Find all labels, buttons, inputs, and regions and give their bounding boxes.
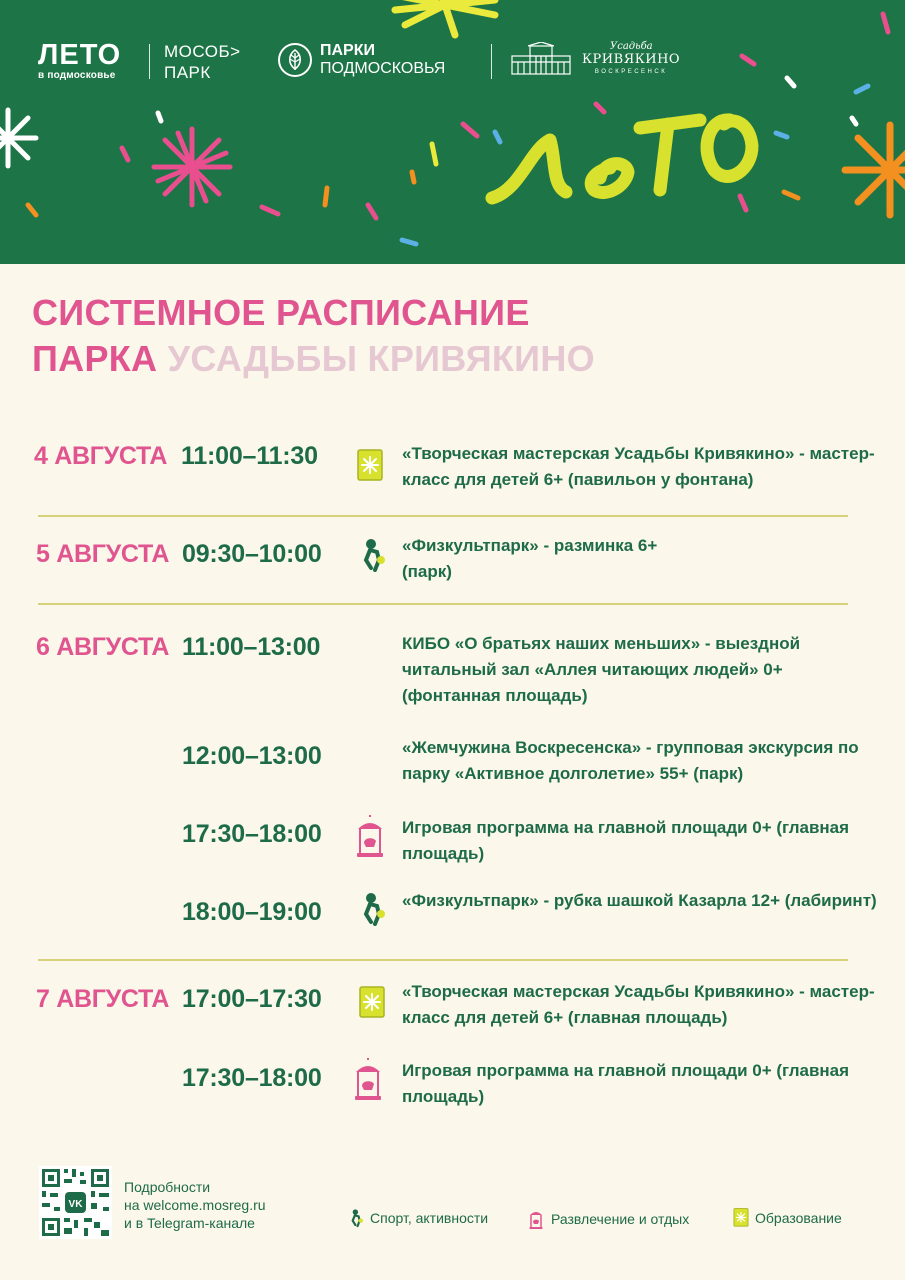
schedule-date: 4 АВГУСТА	[34, 442, 168, 470]
education-icon	[357, 449, 387, 485]
event-description: «Физкультпарк» - разминка 6+ (парк)	[402, 536, 658, 581]
legend-entertainment: Развлечение и отдых	[527, 1208, 689, 1230]
website-link[interactable]: на welcome.mosreg.ru	[124, 1197, 266, 1213]
parki-podmoskovya-logo: ПАРКИ ПОДМОСКОВЬЯ	[278, 42, 445, 78]
legend-sport: Спорт, активности	[350, 1208, 488, 1228]
title-estate-name: УСАДЬБЫ КРИВЯКИНО	[167, 338, 595, 379]
event-time: 09:30–10:00	[182, 540, 322, 568]
event-description: «Физкультпарк» - рубка шашкой Казарла 12+ (лабиринт)	[402, 891, 877, 910]
schedule-date: 6 АВГУСТА	[36, 633, 170, 661]
event-description: Игровая программа на главной площади 0+ (главная площадь)	[402, 818, 850, 863]
entertainment-icon	[352, 1058, 382, 1094]
logo-divider	[491, 44, 492, 79]
event-time: 17:00–17:30	[182, 985, 322, 1013]
svg-text:VK: VK	[68, 1199, 83, 1210]
event-time: 12:00–13:00	[182, 742, 322, 770]
title-park-word: ПАРКА	[32, 338, 158, 379]
event-time: 17:30–18:00	[182, 1064, 322, 1092]
event-time: 11:00–11:30	[181, 442, 318, 470]
event-time: 11:00–13:00	[182, 633, 321, 661]
sport-icon	[350, 1208, 364, 1228]
footer-info: Подробности на welcome.mosreg.ru и в Telegram-канале	[124, 1179, 266, 1231]
section-divider	[38, 959, 848, 961]
qr-code[interactable]	[39, 1166, 112, 1239]
event-description: «Творческая мастерская Усадьбы Кривякино» - мастер-класс для детей 6+ (главная площадь)	[402, 982, 875, 1027]
event-time: 17:30–18:00	[182, 820, 322, 848]
section-divider	[38, 603, 848, 605]
schedule-date: 5 АВГУСТА	[36, 540, 170, 568]
entertainment-icon	[527, 1208, 545, 1230]
event-description: КИБО «О братьях наших меньших» - выездной читальный зал «Аллея читающих людей» 0+ (фонтанная площадь)	[402, 634, 801, 705]
mosobpark-logo: МОСОБ> ПАРК	[164, 42, 241, 82]
sport-icon	[361, 538, 391, 574]
logo-divider	[149, 44, 150, 79]
legend-education: Образование	[733, 1208, 842, 1228]
header-banner	[0, 0, 905, 264]
section-divider	[38, 515, 848, 517]
leaf-icon	[278, 43, 312, 77]
schedule-date: 7 АВГУСТА	[36, 985, 170, 1013]
event-description: «Творческая мастерская Усадьбы Кривякино» - мастер-класс для детей 6+ (павильон у фонтана)	[402, 444, 875, 489]
event-description: Игровая программа на главной площади 0+ (главная площадь)	[402, 1061, 850, 1106]
event-time: 18:00–19:00	[182, 898, 322, 926]
event-description: «Жемчужина Воскресенска» - групповая экскурсия по парку «Активное долголетие» 55+ (парк)	[402, 738, 859, 783]
education-icon	[733, 1208, 749, 1228]
leto-logo: ЛЕТО в подмосковье	[38, 39, 122, 81]
manor-house-icon	[510, 42, 572, 76]
confetti-decoration	[0, 0, 905, 264]
entertainment-icon	[354, 815, 384, 851]
usadba-krivyakino-logo: Усадьба КРИВЯКИНО ВОСКРЕСЕНСК	[510, 42, 680, 76]
sport-icon	[361, 892, 391, 928]
education-icon	[359, 986, 389, 1022]
page-title	[32, 290, 595, 382]
title-line-1: СИСТЕМНОЕ РАСПИСАНИЕ	[32, 292, 530, 333]
